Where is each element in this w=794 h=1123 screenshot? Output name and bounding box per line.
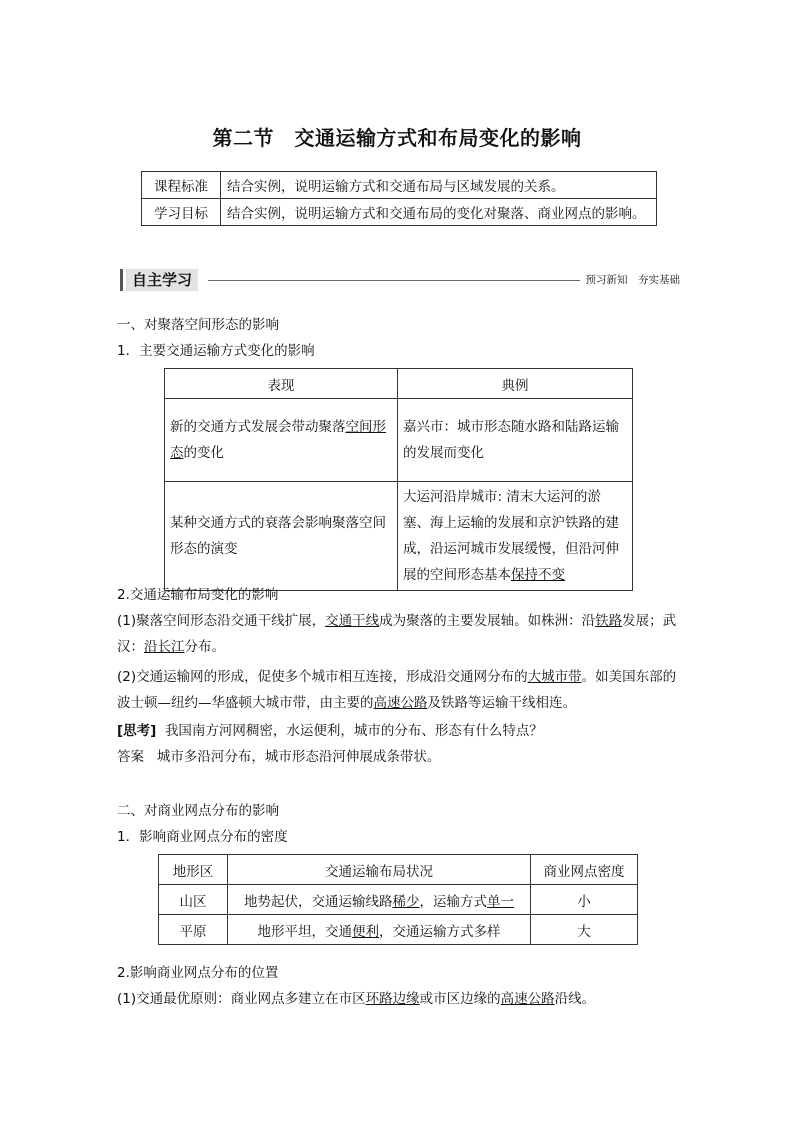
section-banner [120, 269, 680, 291]
section1-heading: 一、对聚落空间形态的影响 [117, 317, 279, 333]
table-row [142, 199, 657, 226]
standard-value: 结合实例，说明运输方式和交通布局与区域发展的关系。 [221, 172, 657, 199]
goal-value: 结合实例，说明运输方式和交通布局的变化对聚落、商业网点的影响。 [221, 199, 657, 226]
section2-sub2: 2.影响商业网点分布的位置 [117, 965, 279, 981]
table-cell: 山区 [159, 885, 228, 915]
table-cell: 小 [531, 885, 638, 915]
table-header-row [165, 369, 633, 399]
table-cell: 平原 [159, 915, 228, 945]
answer-label: 答案 [117, 749, 144, 765]
table-header: 商业网点密度 [531, 855, 638, 885]
section2-sub1: 1．影响商业网点分布的密度 [117, 829, 288, 845]
table-header: 典例 [398, 369, 633, 399]
banner-bar [120, 269, 123, 291]
table-row [159, 915, 638, 945]
paragraph: (1)聚落空间形态沿交通干线扩展，交通干线成为聚落的主要发展轴。如株洲：沿铁路发展；武汉：沿长江分布。 [117, 613, 677, 655]
transport-mode-table [164, 368, 633, 591]
commercial-density-table [158, 854, 638, 945]
section2-heading: 二、对商业网点分布的影响 [117, 803, 279, 819]
paragraph: (2)交通运输网的形成，促使多个城市相互连接，形成沿交通网分布的大城市带。如美国东部的波士顿—纽约—华盛顿大城市带，由主要的高速公路及铁路等运输干线相连。 [117, 669, 677, 711]
banner-label: 自主学习 [126, 269, 198, 291]
paragraph: (1)交通最优原则：商业网点多建立在市区环路边缘或市区边缘的高速公路沿线。 [117, 991, 596, 1007]
table-cell: 大运河沿岸城市: 清末大运河的淤塞、海上运输的发展和京沪铁路的建成，沿运河城市发展缓慢，但沿河伸展的空间形态基本保持不变 [398, 482, 633, 591]
table-cell: 地形平坦，交通便利，交通运输方式多样 [228, 915, 531, 945]
page-title: 第二节 交通运输方式和布局变化的影响 [212, 126, 582, 150]
goal-key: 学习目标 [142, 199, 221, 226]
table-header: 地形区 [159, 855, 228, 885]
section1-sub2: 2.交通运输布局变化的影响 [117, 587, 279, 603]
table-row [159, 885, 638, 915]
table-cell: 地势起伏，交通运输线路稀少，运输方式单一 [228, 885, 531, 915]
table-row [165, 399, 633, 482]
table-header-row [159, 855, 638, 885]
think-question: [思考] 我国南方河网稠密，水运便利，城市的分布、形态有什么特点？ [117, 723, 543, 739]
course-standard-table [141, 171, 657, 226]
answer: 答案 城市多沿河分布，城市形态沿河伸展成条带状。 [117, 749, 441, 765]
table-row [142, 172, 657, 199]
table-cell: 某种交通方式的衰落会影响聚落空间形态的演变 [165, 482, 398, 591]
table-cell: 新的交通方式发展会带动聚落空间形态的变化 [165, 399, 398, 482]
table-cell: 大 [531, 915, 638, 945]
table-cell: 嘉兴市：城市形态随水路和陆路运输的发展而变化 [398, 399, 633, 482]
banner-right-text: 预习新知 夯实基础 [585, 274, 680, 286]
section1-sub1: 1．主要交通运输方式变化的影响 [117, 343, 315, 359]
table-row [165, 482, 633, 591]
banner-divider [208, 280, 580, 281]
think-label: [思考] [117, 723, 157, 739]
standard-key: 课程标准 [142, 172, 221, 199]
table-header: 交通运输布局状况 [228, 855, 531, 885]
table-header: 表现 [165, 369, 398, 399]
